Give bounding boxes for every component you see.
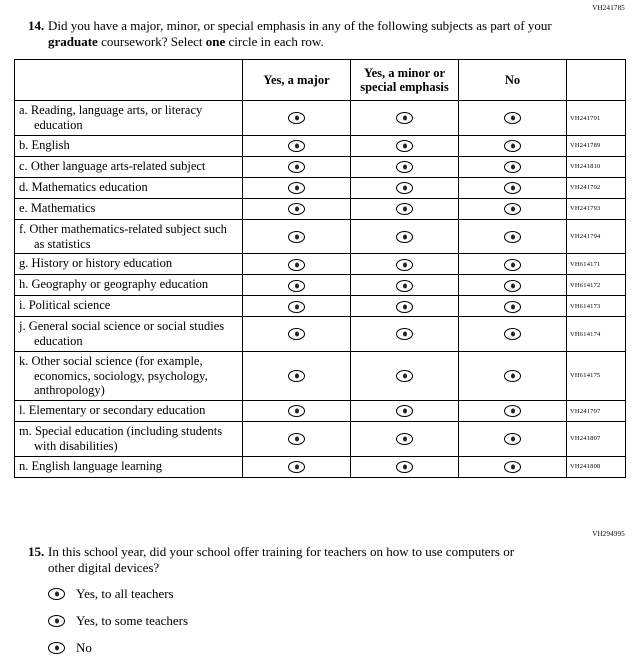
answer-bubble[interactable]: [288, 433, 305, 445]
question-15: [28, 544, 637, 577]
cell-no: [459, 156, 567, 177]
cell-no: [459, 135, 567, 156]
row-code: VH241789: [567, 135, 626, 156]
row-label: History or history education: [31, 256, 173, 271]
row-label: Elementary or secondary education: [28, 403, 206, 417]
table-row: [15, 135, 626, 156]
row-label: English: [31, 137, 70, 152]
answer-bubble[interactable]: [48, 588, 65, 600]
row-letter: h.: [19, 277, 29, 292]
answer-bubble[interactable]: [504, 231, 521, 243]
row-code: VH241794: [567, 219, 626, 254]
option-row: [48, 613, 637, 629]
cell-yes-major: [243, 156, 351, 177]
cell-yes-major: [243, 101, 351, 136]
row-code: VH241808: [567, 456, 626, 477]
option-row: [48, 586, 637, 602]
row-letter: a.: [19, 103, 28, 118]
answer-bubble[interactable]: [288, 301, 305, 313]
answer-bubble[interactable]: [504, 259, 521, 271]
table-row: [15, 101, 626, 136]
row-label-cell: [15, 317, 243, 352]
corner-cell: [15, 59, 243, 101]
form-code-mid: VH294995: [592, 529, 625, 538]
row-label: Mathematics: [30, 200, 96, 215]
col-header-yes-minor: Yes, a minor or special emphasis: [351, 59, 459, 101]
option-row: [48, 640, 637, 656]
answer-bubble[interactable]: [504, 405, 521, 417]
q14-table-body: [15, 101, 626, 477]
answer-bubble[interactable]: [396, 140, 413, 152]
cell-no: [459, 456, 567, 477]
cell-yes-minor: [351, 254, 459, 275]
answer-bubble[interactable]: [288, 280, 305, 292]
cell-no: [459, 317, 567, 352]
cell-yes-major: [243, 401, 351, 422]
row-label: Geography or geography education: [31, 277, 209, 292]
question-15-number: 15.: [28, 543, 45, 559]
question-14: [28, 18, 637, 51]
table-row: [15, 254, 626, 275]
row-letter: k.: [19, 353, 29, 368]
question-text-segment: circle in each row.: [225, 34, 324, 50]
question-text-segment: Did you have a major, minor, or special emphasis in any of the following subjects as part of your: [48, 18, 552, 33]
cell-yes-minor: [351, 456, 459, 477]
question-14-text: [48, 18, 553, 51]
row-code: VH241791: [567, 101, 626, 136]
question-14-number: 14.: [28, 18, 45, 33]
answer-bubble[interactable]: [396, 203, 413, 215]
row-label: Other social science (for example, economics, sociology, psychology, anthropology): [31, 353, 208, 398]
row-label-cell: [15, 296, 243, 317]
col-header-no: No: [459, 59, 567, 101]
answer-bubble[interactable]: [288, 161, 305, 173]
question-text-segment: coursework? Select: [97, 34, 206, 50]
answer-bubble[interactable]: [504, 182, 521, 194]
table-row: [15, 156, 626, 177]
answer-bubble[interactable]: [504, 140, 521, 152]
header-row: [15, 59, 626, 101]
cell-no: [459, 101, 567, 136]
row-label: Political science: [28, 298, 111, 313]
table-row: [15, 401, 626, 422]
table-row: [15, 275, 626, 296]
row-code: VH614171: [567, 254, 626, 275]
form-code-top: VH241785: [592, 4, 625, 12]
answer-bubble[interactable]: [396, 370, 413, 382]
answer-bubble[interactable]: [48, 642, 65, 654]
row-label-cell: [15, 156, 243, 177]
table-row: [15, 351, 626, 400]
answer-bubble[interactable]: [504, 112, 521, 124]
cell-yes-major: [243, 275, 351, 296]
cell-yes-minor: [351, 101, 459, 136]
answer-bubble[interactable]: [288, 112, 305, 124]
row-code: VH241807: [567, 422, 626, 457]
answer-bubble[interactable]: [288, 231, 305, 243]
question-text-bold: one: [205, 34, 226, 50]
row-label-cell: [15, 456, 243, 477]
row-label-cell: [15, 177, 243, 198]
answer-bubble[interactable]: [396, 461, 413, 473]
row-letter: d.: [19, 179, 29, 194]
cell-yes-minor: [351, 177, 459, 198]
row-label: English language learning: [31, 458, 163, 473]
cell-yes-minor: [351, 275, 459, 296]
row-label-cell: [15, 422, 243, 457]
cell-no: [459, 177, 567, 198]
answer-bubble[interactable]: [504, 203, 521, 215]
row-label: Mathematics education: [31, 179, 148, 194]
row-label: Other mathematics-related subject such as statistics: [29, 221, 227, 251]
q15-options: [48, 586, 637, 656]
row-label-cell: [15, 401, 243, 422]
answer-bubble[interactable]: [288, 461, 305, 473]
answer-bubble[interactable]: [504, 280, 521, 292]
answer-bubble[interactable]: [504, 328, 521, 340]
answer-bubble[interactable]: [504, 161, 521, 173]
row-letter: c.: [19, 158, 28, 173]
row-label: Other language arts-related subject: [30, 158, 206, 173]
answer-bubble[interactable]: [396, 182, 413, 194]
option-label: Yes, to all teachers: [76, 586, 174, 601]
cell-no: [459, 401, 567, 422]
answer-bubble[interactable]: [504, 301, 521, 313]
row-label: General social science or social studies education: [28, 319, 225, 348]
row-code: VH241792: [567, 177, 626, 198]
row-label-cell: [15, 101, 243, 136]
row-label: Special education (including students with disabilities): [34, 424, 223, 453]
cell-no: [459, 219, 567, 254]
table-row: [15, 456, 626, 477]
answer-bubble[interactable]: [504, 433, 521, 445]
row-code: VH241810: [567, 156, 626, 177]
answer-bubble[interactable]: [396, 161, 413, 173]
row-letter: l.: [19, 403, 26, 417]
answer-bubble[interactable]: [504, 461, 521, 473]
option-label: No: [76, 640, 92, 655]
table-row: [15, 422, 626, 457]
row-label-cell: [15, 198, 243, 219]
cell-yes-major: [243, 351, 351, 400]
col-header-yes-major: Yes, a major: [243, 59, 351, 101]
cell-yes-minor: [351, 296, 459, 317]
row-letter: e.: [19, 200, 28, 215]
cell-no: [459, 275, 567, 296]
row-label-cell: [15, 219, 243, 254]
cell-yes-minor: [351, 135, 459, 156]
row-letter: j.: [19, 319, 26, 334]
row-label-cell: [15, 351, 243, 400]
q14-table: [14, 59, 626, 478]
question-15-text: In this school year, did your school offer training for teachers on how to use computers or other digital devices?: [48, 543, 515, 575]
cell-no: [459, 351, 567, 400]
table-row: [15, 198, 626, 219]
answer-bubble[interactable]: [288, 328, 305, 340]
row-code: VH614175: [567, 351, 626, 400]
answer-bubble[interactable]: [288, 259, 305, 271]
answer-bubble[interactable]: [396, 301, 413, 313]
cell-yes-major: [243, 456, 351, 477]
cell-no: [459, 422, 567, 457]
cell-yes-minor: [351, 351, 459, 400]
table-row: [15, 296, 626, 317]
cell-yes-major: [243, 317, 351, 352]
cell-yes-major: [243, 254, 351, 275]
row-label-cell: [15, 135, 243, 156]
cell-yes-minor: [351, 422, 459, 457]
table-row: [15, 219, 626, 254]
answer-bubble[interactable]: [504, 370, 521, 382]
answer-bubble[interactable]: [288, 370, 305, 382]
cell-yes-major: [243, 135, 351, 156]
cell-yes-minor: [351, 317, 459, 352]
table-row: [15, 317, 626, 352]
answer-bubble[interactable]: [288, 405, 305, 417]
code-column-header: [567, 59, 626, 101]
answer-bubble[interactable]: [48, 615, 65, 627]
answer-bubble[interactable]: [288, 182, 305, 194]
cell-yes-major: [243, 198, 351, 219]
cell-yes-major: [243, 177, 351, 198]
cell-yes-minor: [351, 219, 459, 254]
cell-yes-major: [243, 219, 351, 254]
cell-yes-minor: [351, 401, 459, 422]
row-letter: f.: [19, 221, 27, 236]
row-letter: m.: [19, 424, 32, 438]
row-code: VH241797: [567, 401, 626, 422]
answer-bubble[interactable]: [288, 203, 305, 215]
row-letter: n.: [19, 458, 29, 473]
question-text-bold: graduate: [48, 34, 98, 50]
cell-yes-major: [243, 422, 351, 457]
row-code: VH614173: [567, 296, 626, 317]
row-label-cell: [15, 275, 243, 296]
row-letter: b.: [19, 137, 29, 152]
answer-bubble[interactable]: [396, 259, 413, 271]
answer-bubble[interactable]: [396, 280, 413, 292]
row-code: VH614174: [567, 317, 626, 352]
cell-no: [459, 296, 567, 317]
cell-yes-major: [243, 296, 351, 317]
table-row: [15, 177, 626, 198]
cell-no: [459, 198, 567, 219]
answer-bubble[interactable]: [396, 112, 413, 124]
row-letter: i.: [19, 298, 26, 313]
row-letter: g.: [19, 256, 29, 271]
row-code: VH241793: [567, 198, 626, 219]
answer-bubble[interactable]: [288, 140, 305, 152]
row-label: Reading, language arts, or literacy education: [30, 103, 203, 132]
cell-yes-minor: [351, 198, 459, 219]
row-code: VH614172: [567, 275, 626, 296]
answer-bubble[interactable]: [396, 231, 413, 243]
answer-bubble[interactable]: [396, 433, 413, 445]
row-label-cell: [15, 254, 243, 275]
cell-no: [459, 254, 567, 275]
cell-yes-minor: [351, 156, 459, 177]
option-label: Yes, to some teachers: [76, 613, 189, 628]
answer-bubble[interactable]: [396, 328, 413, 340]
answer-bubble[interactable]: [396, 405, 413, 417]
